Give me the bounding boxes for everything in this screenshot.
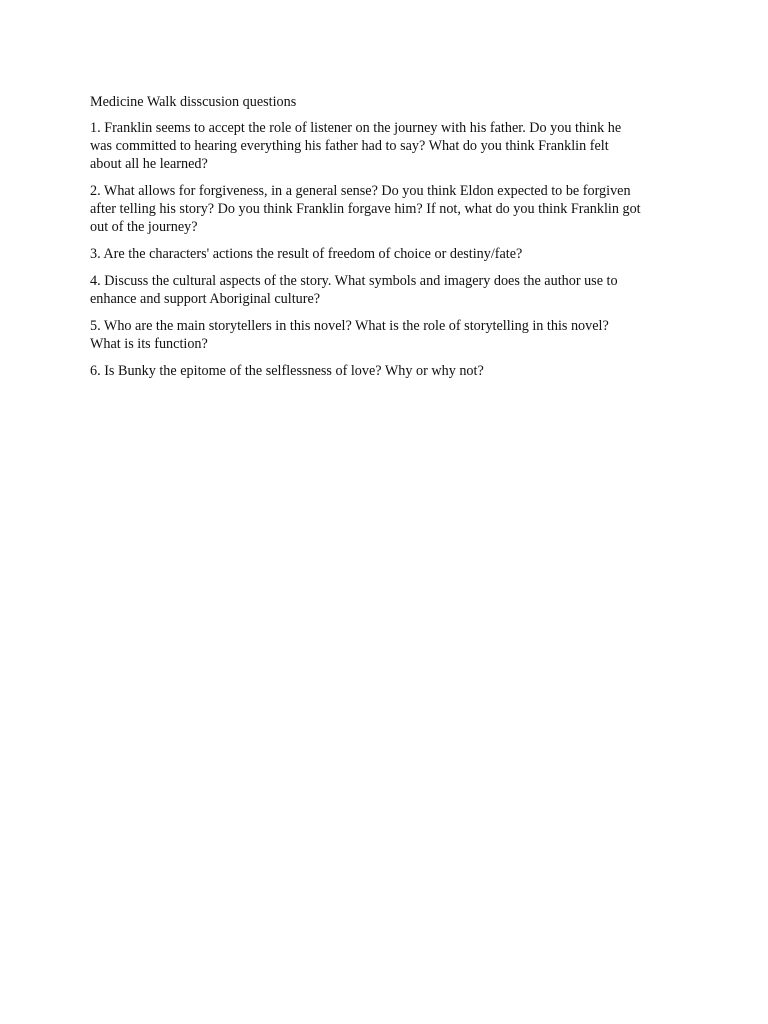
question-6-line-1: 6. Is Bunky the epitome of the selflessness of love? Why or why not? <box>90 363 484 379</box>
question-1-line-3: about all he learned? <box>90 156 208 172</box>
question-2 <box>90 182 680 236</box>
question-1-line-2: was committed to hearing everything his father had to say? What do you think Franklin felt <box>90 138 609 154</box>
document-content <box>90 93 680 389</box>
question-2-line-3: out of the journey? <box>90 219 198 235</box>
question-4-line-1: 4. Discuss the cultural aspects of the story. What symbols and imagery does the author use to <box>90 273 618 289</box>
question-5-line-1: 5. Who are the main storytellers in this novel? What is the role of storytelling in this novel? <box>90 318 609 334</box>
question-4 <box>90 272 680 308</box>
document-title: Medicine Walk disscusion questions <box>90 94 297 110</box>
question-2-line-1: 2. What allows for forgiveness, in a general sense? Do you think Eldon expected to be forgiven <box>90 183 631 199</box>
question-6 <box>90 362 680 380</box>
question-3-line-1: 3. Are the characters' actions the result of freedom of choice or destiny/fate? <box>90 246 523 262</box>
question-1 <box>90 119 680 173</box>
question-5 <box>90 317 680 353</box>
question-5-line-2: What is its function? <box>90 336 208 352</box>
question-3 <box>90 245 680 263</box>
question-2-line-2: after telling his story? Do you think Franklin forgave him? If not, what do you think Franklin got <box>90 201 641 217</box>
question-4-line-2: enhance and support Aboriginal culture? <box>90 291 321 307</box>
question-1-line-1: 1. Franklin seems to accept the role of listener on the journey with his father. Do you think he <box>90 120 622 136</box>
